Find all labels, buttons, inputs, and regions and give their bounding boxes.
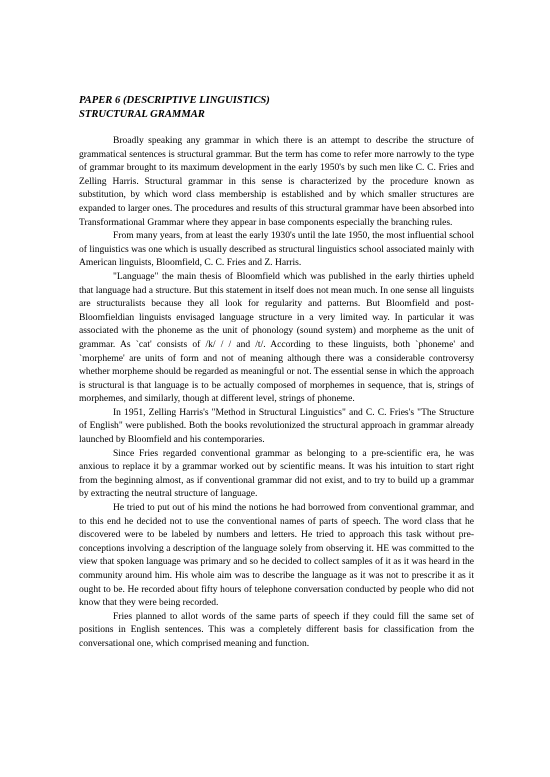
paragraph: Broadly speaking any grammar in which there is an attempt to describe the structure of grammatical sentences is structural grammar. But the term has come to refer more narrowly to the type of grammar brought to its maximum development in the early 1950's by such men like C. C. Fries and Zelling Harris. Structural grammar in this sense is characterized by the procedure known as substitution, by which word class membership is established and by which smaller structures are expanded to larger ones. The procedures and results of this structural grammar have been absorbed into Transformational Grammar where they appear in base components especially the branching rules. bbox=[79, 135, 474, 228]
paragraph: From many years, from at least the early 1930's until the late 1950, the most influential school of linguistics was one which is usually described as structural linguistics school associated mainly with American linguists, Bloomfield, C. C. Fries and Z. Harris. bbox=[79, 230, 474, 269]
paper-heading: PAPER 6 (DESCRIPTIVE LINGUISTICS) bbox=[79, 95, 270, 106]
body-text bbox=[79, 134, 474, 651]
paragraph: Since Fries regarded conventional grammar as belonging to a pre-scientific era, he was anxious to replace it by a grammar worked out by scientific means. It was his intuition to start right from the beginning almost, as if conventional grammar did not exist, and to try to build up a grammar by extracting the neutral structure of language. bbox=[79, 447, 474, 500]
paragraph: He tried to put out of his mind the notions he had borrowed from conventional grammar, and to this end he decided not to use the conventional names of parts of speech. The word class that he discovered were to be labeled by numbers and letters. He tried to approach this task without pre-conceptions involving a description of the language solely from observing it. HE was committed to the view that spoken language was primary and so he decided to collect samples of it as it was heard in the community around him. His whole aim was to describe the language as it was not to prescribe it as it ought to be. He recorded about fifty hours of telephone conversation conducted by people who did not know that they were being recorded. bbox=[79, 502, 474, 609]
paragraph: "Language" the main thesis of Bloomfield which was published in the early thirties upheld that language had a structure. But this statement in itself does not mean much. In one sense all linguists are structuralists because they all look for regularity and patterns. But Bloomfield and post-Bloomfieldian linguists envisaged language structure in a very limited way. In particular it was associated with the phoneme as the unit of phonology (sound system) and morpheme as the unit of grammar. As `cat' consists of /k/ / / and /t/. According to these linguists, both `phoneme' and `morpheme' are units of form and not of meaning although there was a considerable controversy whether morpheme should be regarded as meaningful or not. The essential sense in which the approach is structural is that language is to be actually composed of morphemes in sequence, that is, strings of morphemes, and similarly, though at different level, strings of phoneme. bbox=[79, 270, 474, 405]
paragraph: In 1951, Zelling Harris's "Method in Structural Linguistics" and C. C. Fries's "The Structure of English" were published. Both the books revolutionized the structural approach in grammar already launched by Bloomfield and his contemporaries. bbox=[79, 406, 474, 446]
section-title: STRUCTURAL GRAMMAR bbox=[79, 109, 205, 120]
paragraph: Fries planned to allot words of the same parts of speech if they could fill the same set of positions in English sentences. This was a completely different basis for classification from the conversational one, which comprised meaning and function. bbox=[79, 610, 474, 649]
